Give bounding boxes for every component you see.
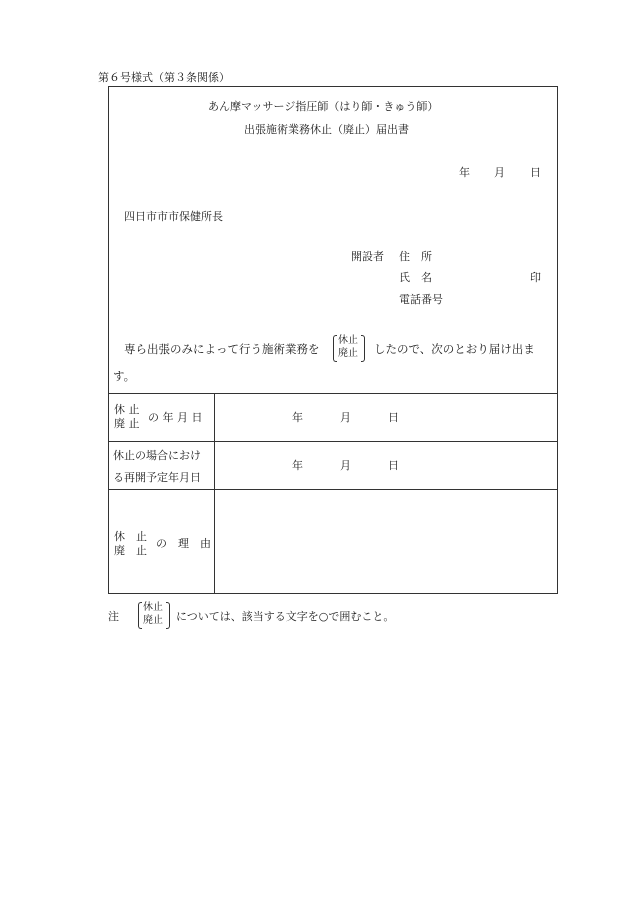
row1-year-label: 年 [292, 411, 303, 424]
phone-label: 電話番号 [399, 293, 443, 306]
row2-month-label: 月 [340, 459, 351, 472]
row3-label-suspend: 休 止 [114, 530, 147, 543]
applicant-role: 開設者 [351, 250, 384, 263]
declaration-bracket-left [333, 335, 337, 362]
declaration-bracket-right [361, 335, 365, 362]
note-choice-abolish: 廃止 [143, 614, 163, 626]
declaration-choice [338, 335, 358, 360]
declaration-text-after: したので、次のとおり届け出ま [374, 342, 535, 356]
declaration-text-before: 専ら出張のみによって行う施術業務を [124, 342, 320, 356]
row1-day-label: 日 [388, 411, 399, 424]
form-number: 第６号様式（第３条関係） [98, 71, 230, 84]
note-bracket-right [166, 602, 170, 629]
addressee: 四日市市市保健所長 [124, 210, 223, 223]
name-label: 氏 名 [399, 271, 432, 284]
address-label: 住 所 [399, 250, 432, 263]
table-row-divider-2 [108, 489, 558, 490]
date-month-label: 月 [494, 166, 505, 179]
row2-year-label: 年 [292, 459, 303, 472]
row2-day-label: 日 [388, 459, 399, 472]
note-text: については、該当する文字を○で囲むこと。 [176, 610, 395, 623]
declaration-choice-suspend: 休止 [338, 335, 358, 346]
declaration-continuation: す。 [113, 369, 136, 383]
date-year-label: 年 [459, 166, 470, 179]
row1-month-label: 月 [340, 411, 351, 424]
title-line-1: あん摩マッサージ指圧師（はり師・きゅう師） [208, 100, 439, 113]
row1-label-abolish: 廃 止 [114, 416, 140, 430]
declaration-choice-abolish: 廃止 [338, 347, 358, 359]
table-column-divider [214, 393, 215, 594]
row1-label-suffix: の 年 月 日 [148, 411, 203, 424]
table-top-rule [108, 393, 558, 394]
row2-label-line-2: る再開予定年月日 [113, 471, 201, 484]
note-prefix: 注 [108, 610, 119, 623]
title-line-2: 出張施術業務休止（廃止）届出書 [244, 123, 409, 136]
date-day-label: 日 [530, 166, 541, 179]
row1-label-choice [114, 403, 140, 431]
row3-label-abolish: 廃 止 [114, 543, 147, 557]
note-choice [143, 602, 163, 627]
row1-label-suspend: 休 止 [114, 403, 140, 416]
row3-label-choice [114, 530, 147, 558]
seal-mark: 印 [530, 271, 541, 284]
note-choice-suspend: 休止 [143, 602, 163, 613]
table-row-divider-1 [108, 441, 558, 442]
row3-label-suffix: の 理 由 [156, 537, 211, 550]
note-bracket-left [138, 602, 142, 629]
row2-label-line-1: 休止の場合におけ [113, 449, 201, 462]
